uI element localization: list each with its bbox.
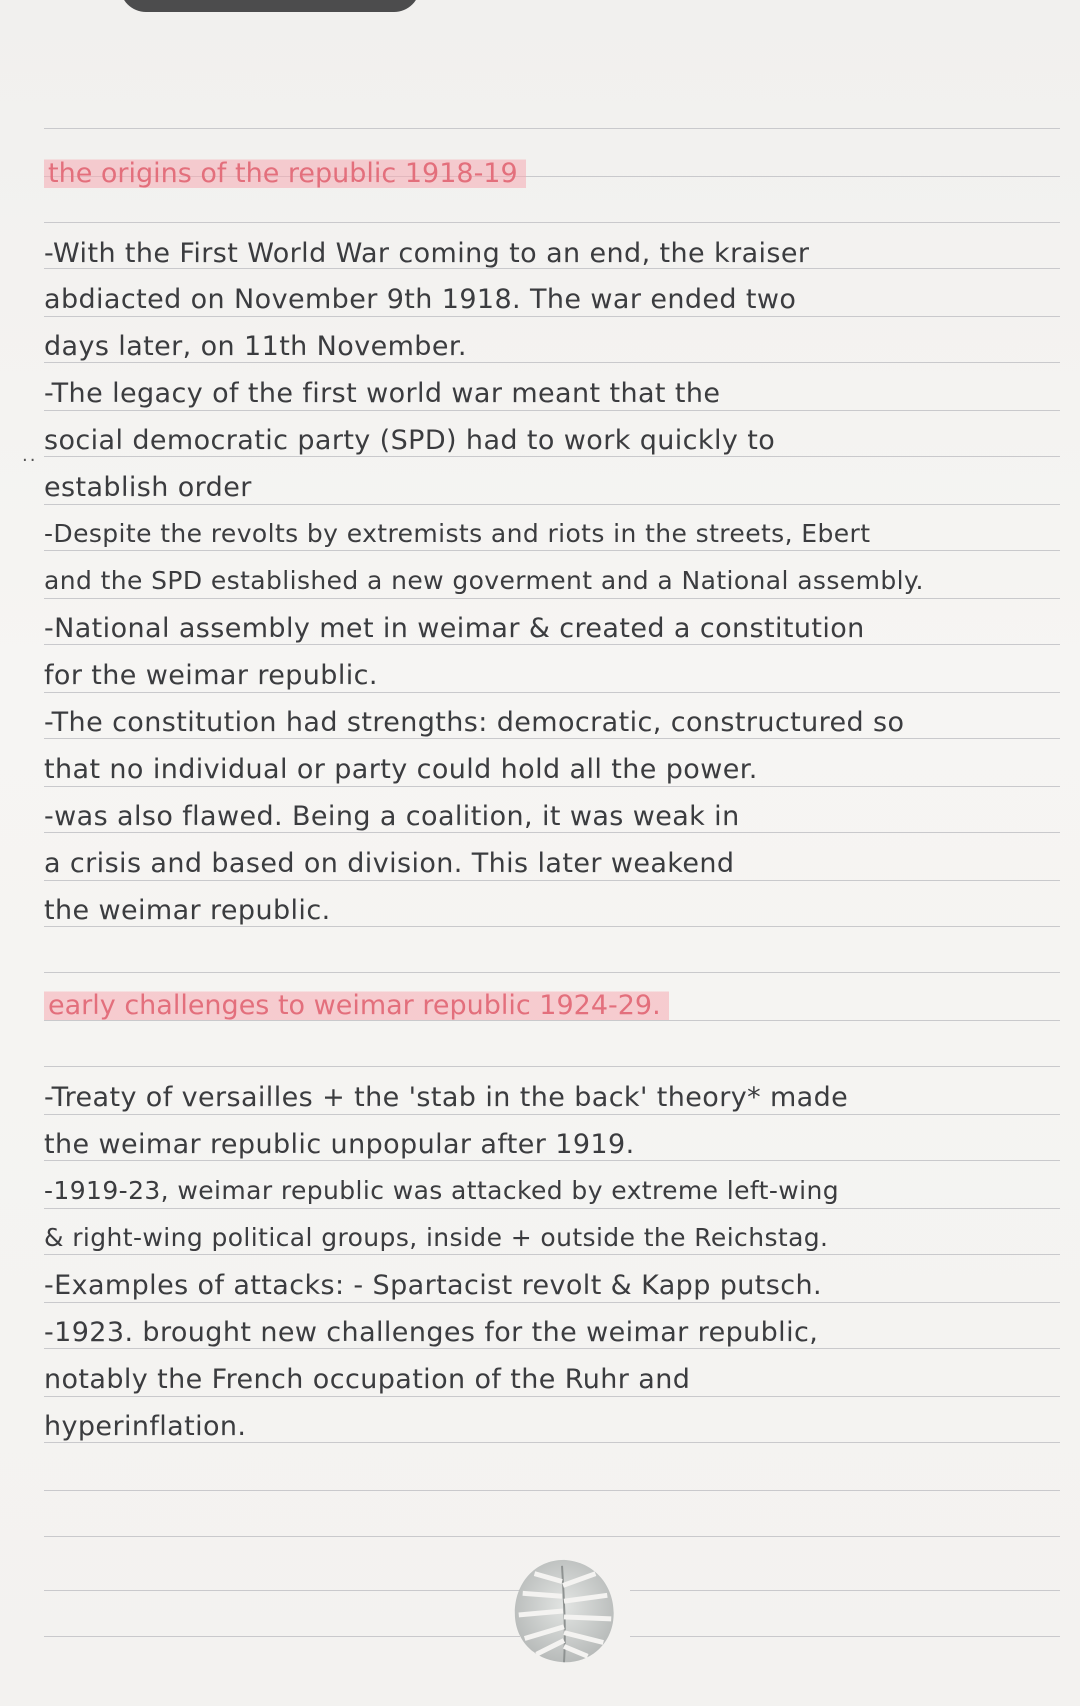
ruled-line — [44, 1442, 1060, 1443]
ruled-line — [44, 1160, 1060, 1161]
ruled-line — [44, 972, 1060, 973]
ruled-line — [44, 644, 1060, 645]
ruled-line — [44, 880, 1060, 881]
ruled-line — [44, 1254, 1060, 1255]
note-line: notably the French occupation of the Ruhr and — [44, 1364, 691, 1395]
ruled-line — [44, 1114, 1060, 1115]
ruled-line — [44, 128, 1060, 129]
ruled-line — [630, 1590, 1060, 1591]
ruled-line — [44, 1636, 520, 1637]
page-edge-shadow — [120, 0, 420, 12]
ruled-line — [44, 410, 1060, 411]
ruled-line — [630, 1636, 1060, 1637]
ruled-line — [44, 598, 1060, 599]
note-line: a crisis and based on division. This later weakend — [44, 848, 735, 879]
note-line: hyperinflation. — [44, 1411, 247, 1442]
monstera-leaf-icon — [505, 1552, 623, 1670]
ruled-line — [44, 456, 1060, 457]
note-line: -1923. brought new challenges for the weimar republic, — [44, 1317, 819, 1348]
ruled-line — [44, 1302, 1060, 1303]
note-line: -The constitution had strengths: democratic, constructured so — [44, 707, 905, 738]
note-line: -National assembly met in weimar & created a constitution — [44, 613, 865, 644]
note-line: -With the First World War coming to an end, the kraiser — [44, 238, 810, 269]
note-line: -1919-23, weimar republic was attacked by extreme left-wing — [44, 1176, 839, 1205]
note-line: and the SPD established a new goverment and a National assembly. — [44, 566, 924, 595]
ruled-line — [44, 316, 1060, 317]
note-line: -The legacy of the first world war meant that the — [44, 378, 721, 409]
note-line: the weimar republic. — [44, 895, 331, 926]
note-line: that no individual or party could hold all the power. — [44, 754, 758, 785]
ruled-line — [44, 692, 1060, 693]
ruled-line — [44, 832, 1060, 833]
ruled-line — [44, 550, 1060, 551]
ruled-line — [44, 1066, 1060, 1067]
ruled-line — [44, 362, 1060, 363]
ruled-line — [44, 1348, 1060, 1349]
section-heading: early challenges to weimar republic 1924-29. — [44, 988, 669, 1023]
note-line: abdiacted on November 9th 1918. The war ended two — [44, 284, 797, 315]
ruled-line — [44, 1536, 1060, 1537]
note-line: days later, on 11th November. — [44, 331, 467, 362]
ruled-line — [44, 738, 1060, 739]
note-line: -Despite the revolts by extremists and riots in the streets, Ebert — [44, 519, 871, 548]
ruled-line — [44, 786, 1060, 787]
note-line: -Treaty of versailles + the 'stab in the back' theory* made — [44, 1082, 849, 1113]
note-line: & right-wing political groups, inside + outside the Reichstag. — [44, 1223, 829, 1252]
ellipsis-icon: ·· — [22, 450, 38, 471]
section-heading: the origins of the republic 1918-19 — [44, 156, 526, 191]
ruled-line — [44, 1396, 1060, 1397]
ruled-line — [44, 926, 1060, 927]
note-line: social democratic party (SPD) had to work quickly to — [44, 425, 776, 456]
ruled-line — [44, 1590, 520, 1591]
ruled-line — [44, 222, 1060, 223]
note-line: the weimar republic unpopular after 1919. — [44, 1129, 635, 1160]
ruled-line — [44, 1490, 1060, 1491]
note-line: -Examples of attacks: - Spartacist revolt & Kapp putsch. — [44, 1270, 822, 1301]
note-line: establish order — [44, 472, 252, 503]
ruled-line — [44, 1208, 1060, 1209]
note-line: for the weimar republic. — [44, 660, 378, 691]
note-line: -was also flawed. Being a coalition, it was weak in — [44, 801, 740, 832]
ruled-line — [44, 504, 1060, 505]
